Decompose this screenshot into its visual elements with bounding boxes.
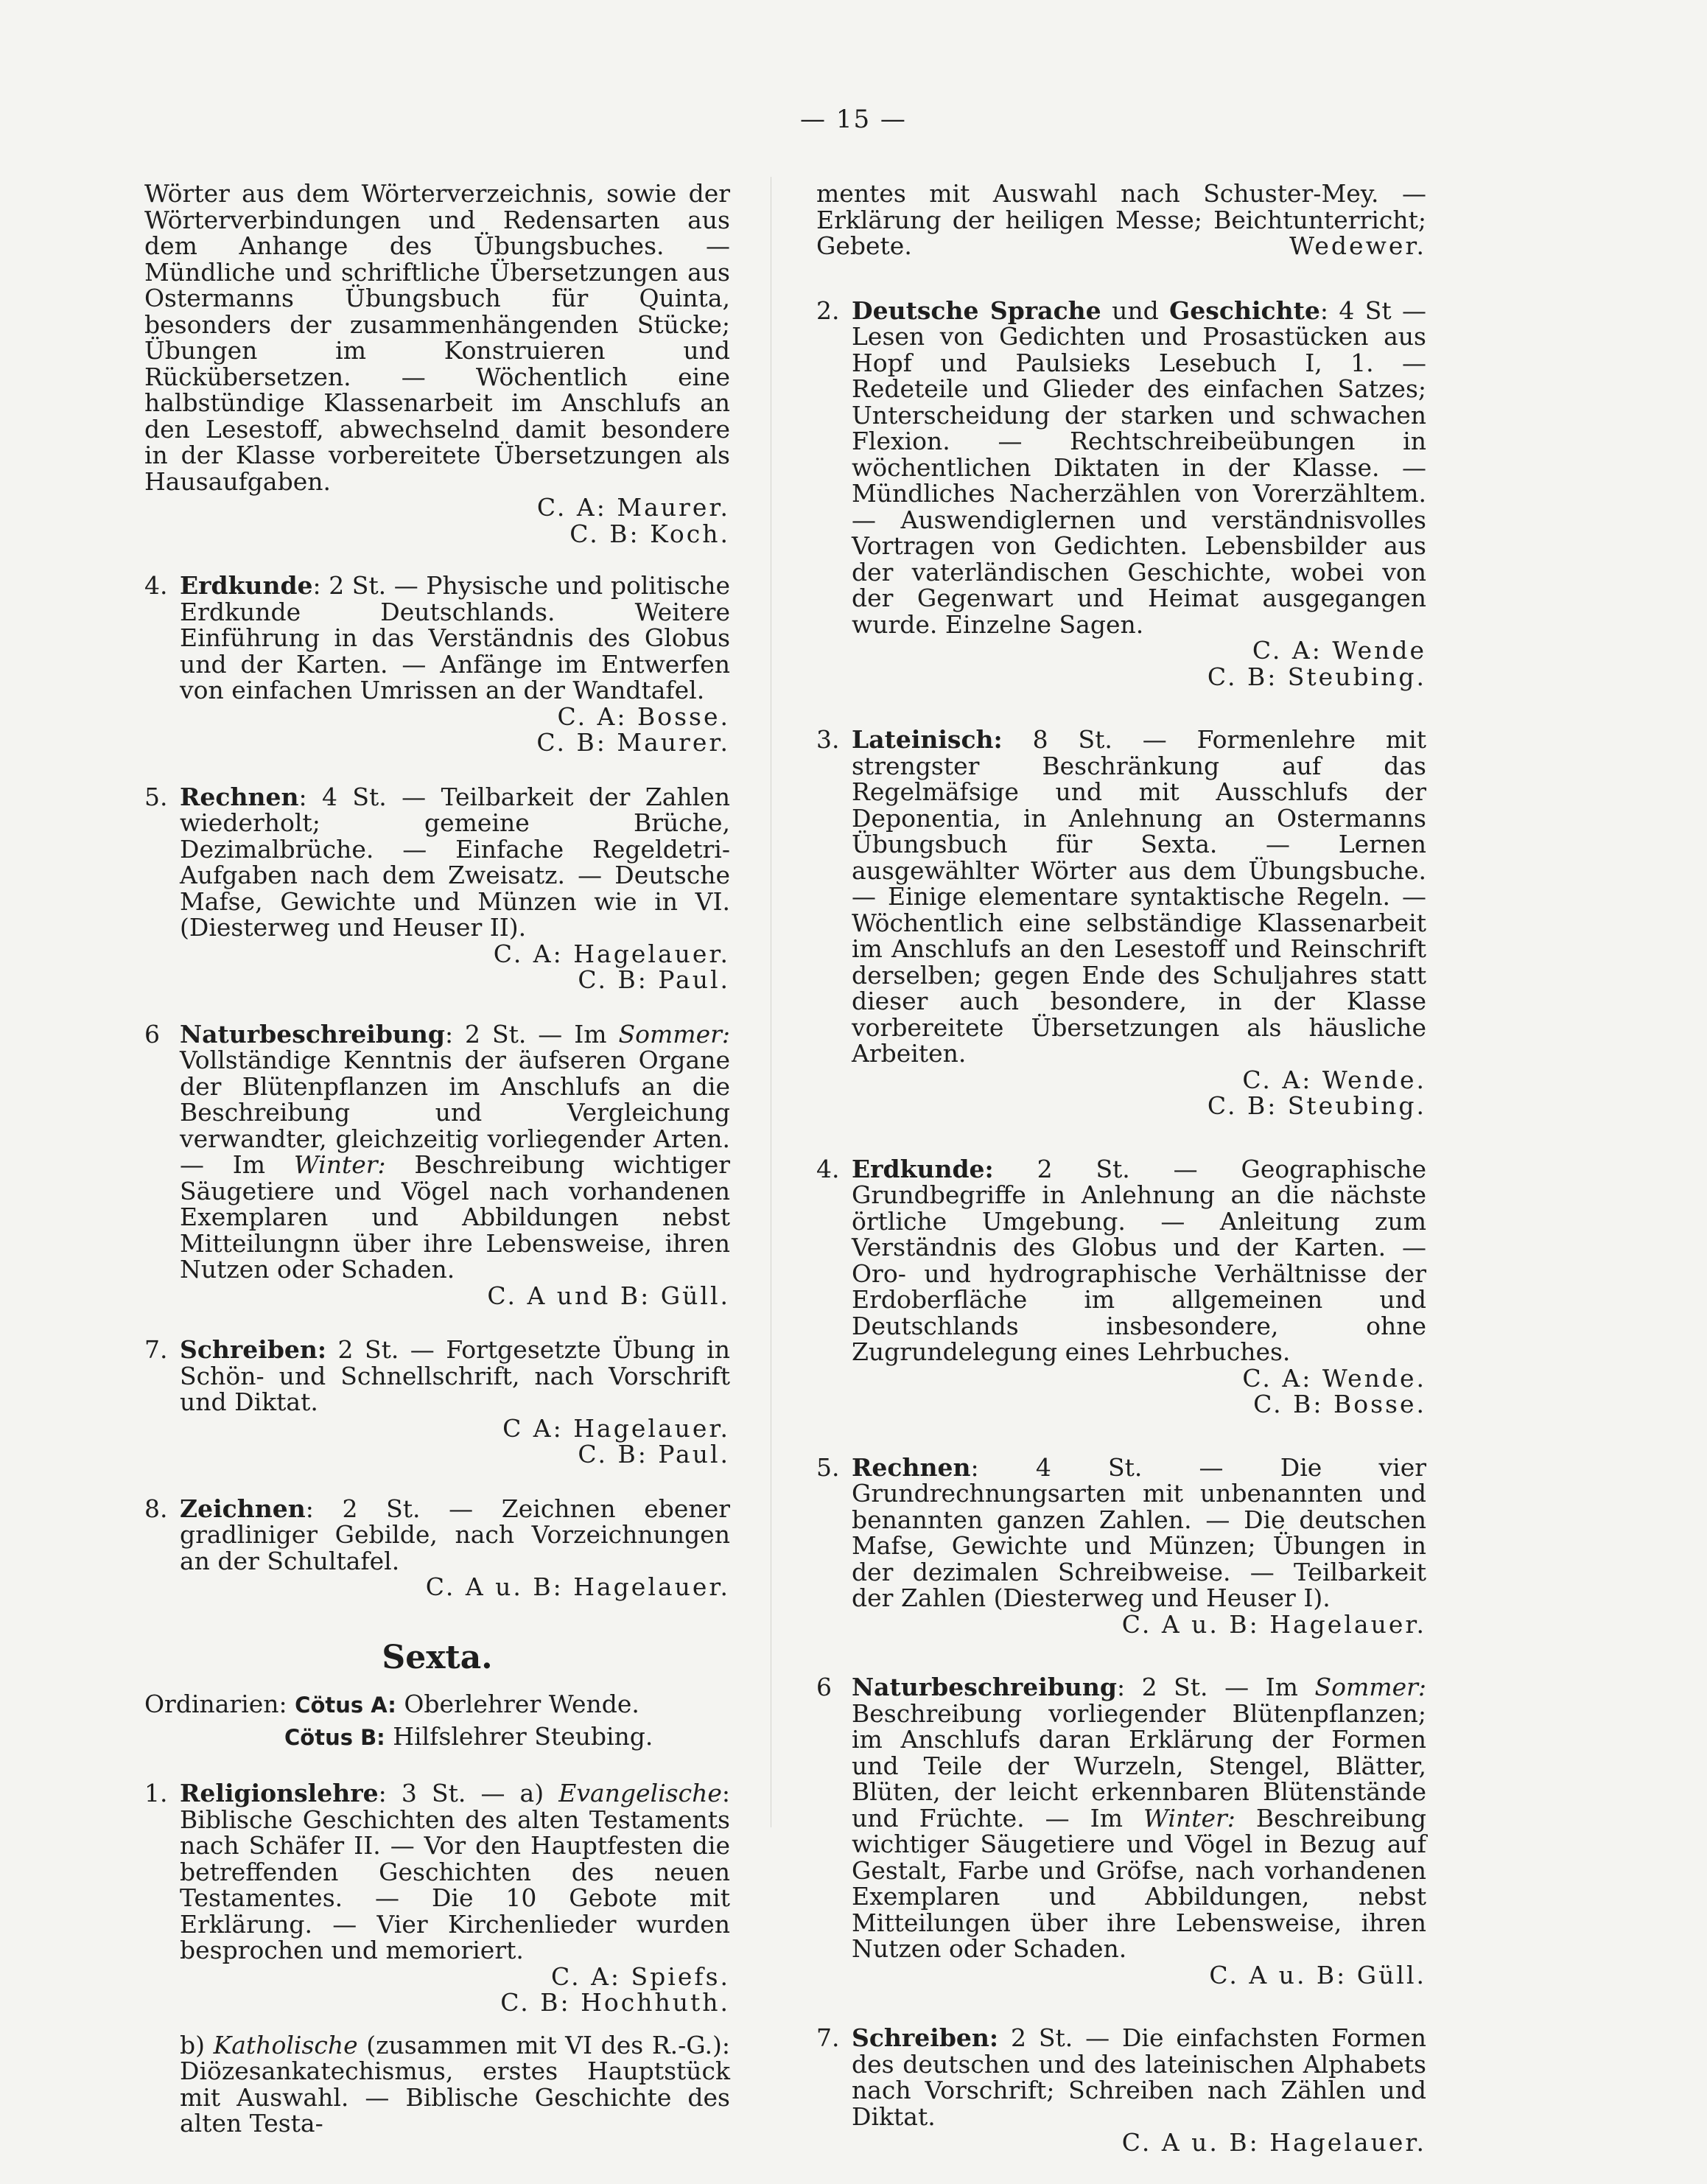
section-number: 7. (144, 1335, 168, 1364)
section-text: : Biblische Geschichten des alten Testaments nach Schäfer II. — Vor den Hauptfesten die betreffenden Geschichten des neuen Testamentes. — Die 10 Gebote mit Erklärung. — Vier Kirchenlieder wurden besprochen und memoriert. (180, 1779, 730, 1964)
cotus-b-value: Hilfslehrer Steubing. (393, 1721, 653, 1751)
season-summer: Sommer: (618, 1019, 730, 1049)
religion-continuation (816, 181, 1426, 259)
section-title: Rechnen (852, 1452, 971, 1482)
teacher-b: C. B: Bosse. (1253, 1390, 1426, 1418)
section-number: 2. (816, 295, 840, 325)
teacher: C. A u. B: Güll. (1209, 1960, 1426, 1989)
section-number: 8. (144, 1494, 168, 1523)
teacher-a: C. A: Bosse. (557, 701, 730, 731)
season-winter: Winter: (293, 1150, 386, 1179)
section-erdkunde (816, 1156, 1426, 1418)
section-number: 6 (816, 1673, 832, 1701)
teacher-a: C A: Hagelauer. (502, 1413, 730, 1443)
section-schreiben (816, 2025, 1426, 2156)
section-text: Beschreibung wichtiger Säugetiere und Vögel in Bezug auf Gestalt, Farbe und Gröfse, nach vorhandenen Exemplaren und Abbildungen, nebst Mitteilungen über ihre Lebensweise, ihren Nutzen oder Schaden. (852, 1803, 1426, 1963)
section-text: Beschreibung vorliegender Blütenpflanzen; im Anschlufs daran Erklärung der Formen und Teile der Wurzeln, Stengel, Blätter, Blüten, der leicht erkennbaren Blütenstände und Früchte. — Im (852, 1698, 1426, 1833)
section-text: 2 St. — Die einfachsten Formen des deutschen und des lateinischen Alphabets nach Vorschrift; Schreiben nach Zählen und Diktat. (852, 2023, 1426, 2131)
section-text: 8 St. — Formenlehre mit strengster Beschränkung auf das Regelmäfsige und mit Ausschlufs der Deponentia, in Anlehnung an Ostermanns Übungsbuch für Sexta. — Lernen ausgewählter Wörter aus dem Übungsbuche. — Einige elementare syntaktische Regeln. — Wöchentlich eine selbständige Klassenarbeit im Anschlufs an den Lesestoff und Reinschrift derselben; gegen Ende des Schuljahres statt dieser auch besondere, in der Klasse vorbereitete Übersetzungen als häusliche Arbeiten. (852, 725, 1426, 1068)
section-number: 5. (144, 782, 168, 811)
section-religionslehre (144, 1780, 730, 2016)
ordinarien-label: Ordinarien: (144, 1690, 287, 1718)
section-erdkunde (144, 573, 730, 756)
left-column (144, 181, 730, 2137)
section-number: 6 (144, 1019, 160, 1049)
section-zeichnen (144, 1496, 730, 1600)
paragraph-text: Wörter aus dem Wörterverzeichnis, sowie der Wörterverbindungen und Redensarten aus dem Anhange des Übungsbuches. — Mündliche und schriftliche Übersetzungen aus Ostermanns Übungsbuch für Quinta, besonders der zusammenhängenden Stücke; Übungen im Konstruieren und Rückübersetzen. — Wöchentlich eine halbstündige Klassenarbeit im Anschlufs an den Lesestoff, abwechselnd damit besondere in der Klasse vorbereitete Übersetzungen als Hausaufgaben. (144, 179, 730, 496)
teacher-a: C. A: Wende. (1242, 1065, 1426, 1094)
section-title: Zeichnen (180, 1494, 306, 1523)
teacher-b: C. B: Paul. (578, 1440, 730, 1469)
section-naturbeschreibung (816, 1674, 1426, 1988)
teacher-b: C. B: Steubing. (1207, 662, 1426, 691)
teacher-b: C. B: Koch. (569, 519, 730, 548)
section-text: : 4 St. — Teilbarkeit der Zahlen wiederholt; gemeine Brüche, Dezimalbrüche. — Einfache Regeldetri-Aufgaben nach dem Zweisatz. — Deutsche Mafse, Gewichte und Münzen wie in VI. (Diesterweg und Heuser II). (180, 782, 730, 942)
teacher: C. A u. B: Hagelauer. (425, 1572, 730, 1601)
section-text: : 4 St. — Die vier Grundrechnungsarten mit unbenannten und benannten ganzen Zahlen. — Die deutschen Mafse, Gewichte und Münzen; Übungen in der dezimalen Schreibweise. — Teilbarkeit der Zahlen (Diesterweg und Heuser I). (852, 1452, 1426, 1612)
section-number: 4. (816, 1154, 840, 1183)
section-rechnen (144, 784, 730, 993)
section-text: 2 St. — Fortgesetzte Übung in Schön- und Schnellschrift, nach Vorschrift und Diktat. (180, 1335, 730, 1416)
right-column (816, 181, 1426, 2184)
section-text: Vollständige Kenntnis der äufseren Organe der Blütenpflanzen im Anschlufs an die Beschreibung und Vergleichung verwandter, gleichzeitig vorliegender Arten. — Im (180, 1046, 730, 1179)
season-summer: Sommer: (1314, 1673, 1426, 1701)
cotus-b-label: Cötus B: (284, 1724, 385, 1750)
teacher: C. A und B: Güll. (487, 1281, 730, 1310)
section-number: 5. (816, 1452, 840, 1482)
section-religion-katholisch (144, 2032, 730, 2137)
section-number: 7. (816, 2023, 840, 2052)
section-text: : 3 St. — a) (378, 1779, 559, 1807)
page-number: — 15 — (800, 105, 907, 134)
section-text: 2 St. — Geographische Grundbegriffe in Anlehnung an die nächste örtliche Umgebung. — Anleitung zum Verständnis des Globus und der Karten. — Oro- und hydrographische Verhältnisse der Erdoberfläche im allgemeinen und Deutschlands insbesondere, ohne Zugrundelegung eines Lehrbuches. (852, 1154, 1426, 1366)
teacher-b: C. B: Steubing. (1207, 1091, 1426, 1120)
subsection-text: (zusammen mit VI des R.-G.): Diözesankatechismus, erstes Hauptstück mit Auswahl. — Biblische Geschichte des alten Testa- (180, 2030, 730, 2138)
teacher: Wedewer. (1289, 231, 1426, 260)
section-text: : 4 St — Lesen von Gedichten und Prosastücken aus Hopf und Paulsieks Lesebuch I, 1. — Redeteile und Glieder des einfachen Satzes; Unterscheidung der starken und schwachen Flexion. — Rechtschreibeübungen in wöchentlichen Diktaten in der Klasse. — Mündliches Nacherzählen von Vorerzähltem. — Auswendiglernen und verständnisvolles Vortragen von Gedichten. Lebensbilder aus der vaterländischen Geschichte, wobei von der Gegenwart und Heimat ausgegangen wurde. Einzelne Sagen. (852, 295, 1426, 639)
section-title: Schreiben: (852, 2023, 999, 2052)
section-naturbeschreibung (144, 1021, 730, 1309)
teacher-a: C. A: Maurer. (536, 493, 730, 522)
teacher-b: C. B: Maurer. (536, 728, 730, 757)
season-winter: Winter: (1143, 1803, 1235, 1833)
section-lateinisch (816, 727, 1426, 1119)
teacher-a: C. A: Hagelauer. (493, 939, 730, 968)
section-text: : 2 St. — Physische und politische Erdkunde Deutschlands. Weitere Einführung in das Verständnis des Globus und der Karten. — Anfänge im Entwerfen von einfachen Umrissen an der Wandtafel. (180, 571, 730, 704)
section-number: 4. (144, 571, 168, 600)
teacher-a: C. A: Wende (1252, 636, 1426, 665)
teacher: C. A u. B: Hagelauer. (1121, 1609, 1426, 1639)
cotus-a-value: Oberlehrer Wende. (404, 1690, 639, 1718)
section-text: : 2 St. — Zeichnen ebener gradliniger Gebilde, nach Vorzeichnungen an der Schultafel. (180, 1494, 730, 1575)
teacher: C. A u. B: Hagelauer. (1121, 2128, 1426, 2157)
section-title: Naturbeschreibung (180, 1019, 445, 1049)
teacher-b: C. B: Hochhuth. (500, 1988, 730, 2017)
section-title: Naturbeschreibung (852, 1673, 1117, 1701)
katholische-label: Katholische (213, 2030, 358, 2059)
ordinarien-line-a (144, 1691, 730, 1719)
paragraph-text: mentes mit Auswahl nach Schuster-Mey. — Erklärung der heiligen Messe; Beichtunterricht; Gebete. (816, 179, 1426, 260)
section-number: 3. (816, 725, 840, 754)
section-deutsch-geschichte (816, 295, 1426, 691)
section-title: Deutsche Sprache (852, 295, 1101, 325)
teacher-b: C. B: Paul. (578, 965, 730, 994)
section-title: Rechnen (180, 782, 299, 811)
teacher-a: C. A: Spiefs. (551, 1961, 730, 1991)
section-title: Schreiben: (180, 1335, 327, 1364)
subsection-prefix: b) (180, 2030, 214, 2059)
evangelische-label: Evangelische (558, 1779, 722, 1807)
quinta-latin-continuation (144, 181, 730, 547)
section-rechnen (816, 1452, 1426, 1639)
section-text: und (1101, 295, 1170, 325)
section-text: : 2 St. — Im (1116, 1673, 1315, 1701)
section-title: Lateinisch: (852, 725, 1003, 754)
section-text: Beschreibung wichtiger Säugetiere und Vögel nach vorhandenen Exemplaren und Abbildungen nebst Mitteilungnn über ihre Lebensweise, ihren Nutzen oder Schaden. (180, 1150, 731, 1284)
class-heading-sexta: Sexta. (382, 1638, 493, 1676)
section-title: Erdkunde: (852, 1154, 994, 1183)
section-schreiben (144, 1337, 730, 1468)
section-title-2: Geschichte (1169, 295, 1320, 325)
ordinarien-line-b (144, 1723, 730, 1751)
section-text: : 2 St. — Im (444, 1019, 619, 1049)
section-title: Erdkunde (180, 571, 313, 600)
section-number: 1. (144, 1779, 168, 1807)
cotus-a-label: Cötus A: (295, 1693, 396, 1718)
teacher-a: C. A: Wende. (1242, 1363, 1426, 1393)
section-title: Religionslehre (180, 1779, 379, 1807)
